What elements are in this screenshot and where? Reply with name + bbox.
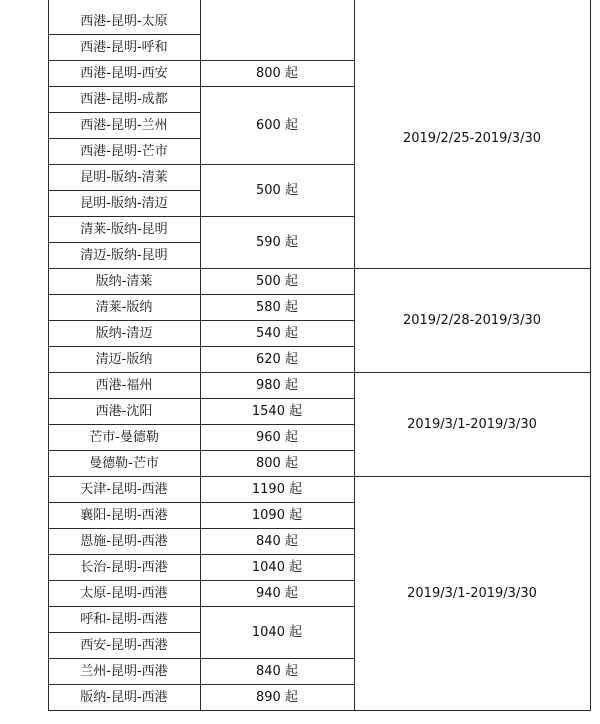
route-cell: 西港-昆明-太原 [80, 13, 168, 29]
price-cell: 580 起 [256, 299, 298, 315]
price-cell [200, 8, 354, 60]
route-cell: 版纳-昆明-西港 [80, 689, 168, 705]
price-cell: 1090 起 [251, 507, 303, 523]
route-cell: 西港-福州 [95, 377, 153, 393]
route-cell: 清莱-版纳 [95, 299, 153, 315]
table-border-bottom [48, 710, 591, 711]
price-cell: 1540 起 [251, 403, 303, 419]
route-cell: 曼德勒-芒市 [89, 455, 159, 471]
route-cell: 清迈-版纳 [95, 351, 153, 367]
table-border-right [590, 0, 591, 711]
route-cell: 西港-昆明-成都 [80, 91, 168, 107]
route-cell: 西港-昆明-芒市 [80, 143, 168, 159]
route-cell: 恩施-昆明-西港 [80, 533, 168, 549]
price-cell: 800 起 [256, 65, 298, 81]
price-cell: 590 起 [256, 234, 298, 250]
price-cell: 940 起 [256, 585, 298, 601]
route-cell: 版纳-清迈 [95, 325, 153, 341]
price-cell: 960 起 [256, 429, 298, 445]
price-cell: 620 起 [256, 351, 298, 367]
price-cell: 500 起 [256, 182, 298, 198]
route-cell: 西港-昆明-西安 [80, 65, 168, 81]
price-cell: 1040 起 [251, 624, 303, 640]
price-cell: 800 起 [256, 455, 298, 471]
route-cell: 版纳-清莱 [95, 273, 153, 289]
price-cell: 890 起 [256, 689, 298, 705]
price-cell: 1040 起 [251, 559, 303, 575]
route-cell: 昆明-版纳-清莱 [80, 169, 168, 185]
price-cell: 1190 起 [251, 481, 303, 497]
route-cell: 昆明-版纳-清迈 [80, 195, 168, 211]
period-cell: 2019/3/1-2019/3/30 [407, 416, 537, 432]
route-cell: 芒市-曼德勒 [89, 429, 159, 445]
route-cell: 太原-昆明-西港 [80, 585, 168, 601]
price-cell: 840 起 [256, 533, 298, 549]
route-cell: 西港-昆明-呼和 [80, 39, 168, 55]
route-cell: 襄阳-昆明-西港 [80, 507, 168, 523]
period-cell: 2019/3/1-2019/3/30 [407, 585, 537, 601]
price-cell: 500 起 [256, 273, 298, 289]
route-cell: 长治-昆明-西港 [80, 559, 168, 575]
period-cell: 2019/2/28-2019/3/30 [402, 312, 541, 328]
price-cell: 980 起 [256, 377, 298, 393]
route-cell: 西港-沈阳 [95, 403, 153, 419]
period-cell: 2019/2/25-2019/3/30 [402, 130, 541, 146]
route-cell: 兰州-昆明-西港 [80, 663, 168, 679]
price-cell: 540 起 [256, 325, 298, 341]
price-cell: 840 起 [256, 663, 298, 679]
route-cell: 呼和-昆明-西港 [80, 611, 168, 627]
route-cell: 清莱-版纳-昆明 [80, 221, 168, 237]
route-cell: 西安-昆明-西港 [80, 637, 168, 653]
price-cell: 600 起 [256, 117, 298, 133]
route-cell: 清迈-版纳-昆明 [80, 247, 168, 263]
route-cell: 天津-昆明-西港 [80, 481, 168, 497]
route-cell: 西港-昆明-兰州 [80, 117, 168, 133]
